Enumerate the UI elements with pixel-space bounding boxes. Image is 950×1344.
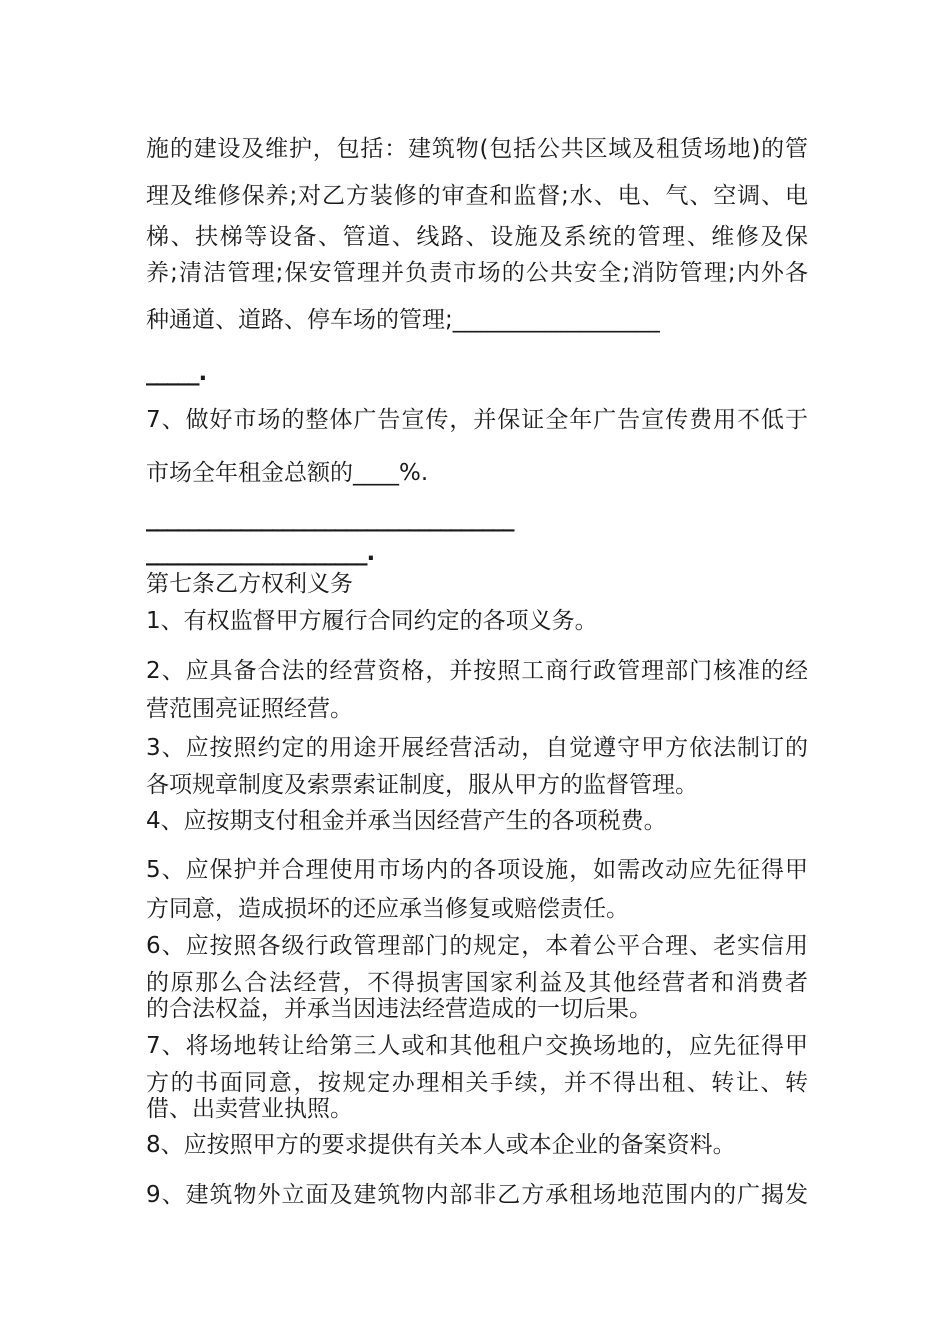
text-line: 9、建筑物外立面及建筑物内部非乙方承租场地范围内的广揭发: [146, 1182, 808, 1208]
text-line: 3、应按照约定的用途开展经营活动，自觉遵守甲方依法制订的: [146, 735, 808, 761]
text-line: 养;清洁管理;保安管理并负责市场的公共安全;消防管理;内外各: [146, 260, 808, 286]
text-line: 的原那么合法经营，不得损害国家利益及其他经营者和消费者: [146, 970, 808, 996]
text-line: 5、应保护并合理使用市场内的各项设施，如需改动应先征得甲: [146, 857, 808, 883]
text-line: 4、应按期支付租金并承当因经营产生的各项税费。: [146, 808, 667, 834]
text-line: 8、应按照甲方的要求提供有关本人或本企业的备案资料。: [146, 1132, 736, 1158]
text-line: 1、有权监督甲方履行合同约定的各项义务。: [146, 608, 598, 634]
text-line-with-blank: 市场全年租金总额的____%.: [146, 460, 429, 486]
text-line: 2、应具备合法的经营资格，并按照工商行政管理部门核准的经: [146, 658, 808, 684]
text-line: 施的建设及维护，包括：建筑物(包括公共区域及租赁场地)的管: [146, 136, 808, 162]
text-line: 方的书面同意，按规定办理相关手续，并不得出租、转让、转: [146, 1070, 808, 1096]
text-line: 梯、扶梯等设备、管道、线路、设施及系统的管理、维修及保: [146, 224, 808, 250]
text-line: 7、做好市场的整体广告宣传，并保证全年广告宣传费用不低于: [146, 407, 808, 433]
blank-fill-line: _____.: [146, 360, 207, 386]
text-line-with-blank: 种通道、道路、停车场的管理;__________________: [146, 307, 660, 333]
text-line: 方同意，造成损坏的还应承当修复或赔偿责任。: [146, 896, 629, 922]
text-line: 借、出卖营业执照。: [146, 1096, 353, 1122]
blank-fill-line: _____________________.: [146, 540, 375, 566]
section-heading: 第七条乙方权利义务: [146, 571, 353, 597]
text-line: 营范围亮证照经营。: [146, 696, 353, 722]
text-line: 7、将场地转让给第三人或和其他租户交换场地的，应先征得甲: [146, 1033, 808, 1059]
blank-fill-line: ___________________________________: [146, 506, 514, 532]
text-line: 各项规章制度及索票索证制度，服从甲方的监督管理。: [146, 772, 698, 798]
text-line: 理及维修保养;对乙方装修的审查和监督;水、电、气、空调、电: [146, 183, 808, 209]
text-line: 6、应按照各级行政管理部门的规定，本着公平合理、老实信用: [146, 933, 808, 959]
text-line: 的合法权益，并承当因违法经营造成的一切后果。: [146, 996, 652, 1022]
